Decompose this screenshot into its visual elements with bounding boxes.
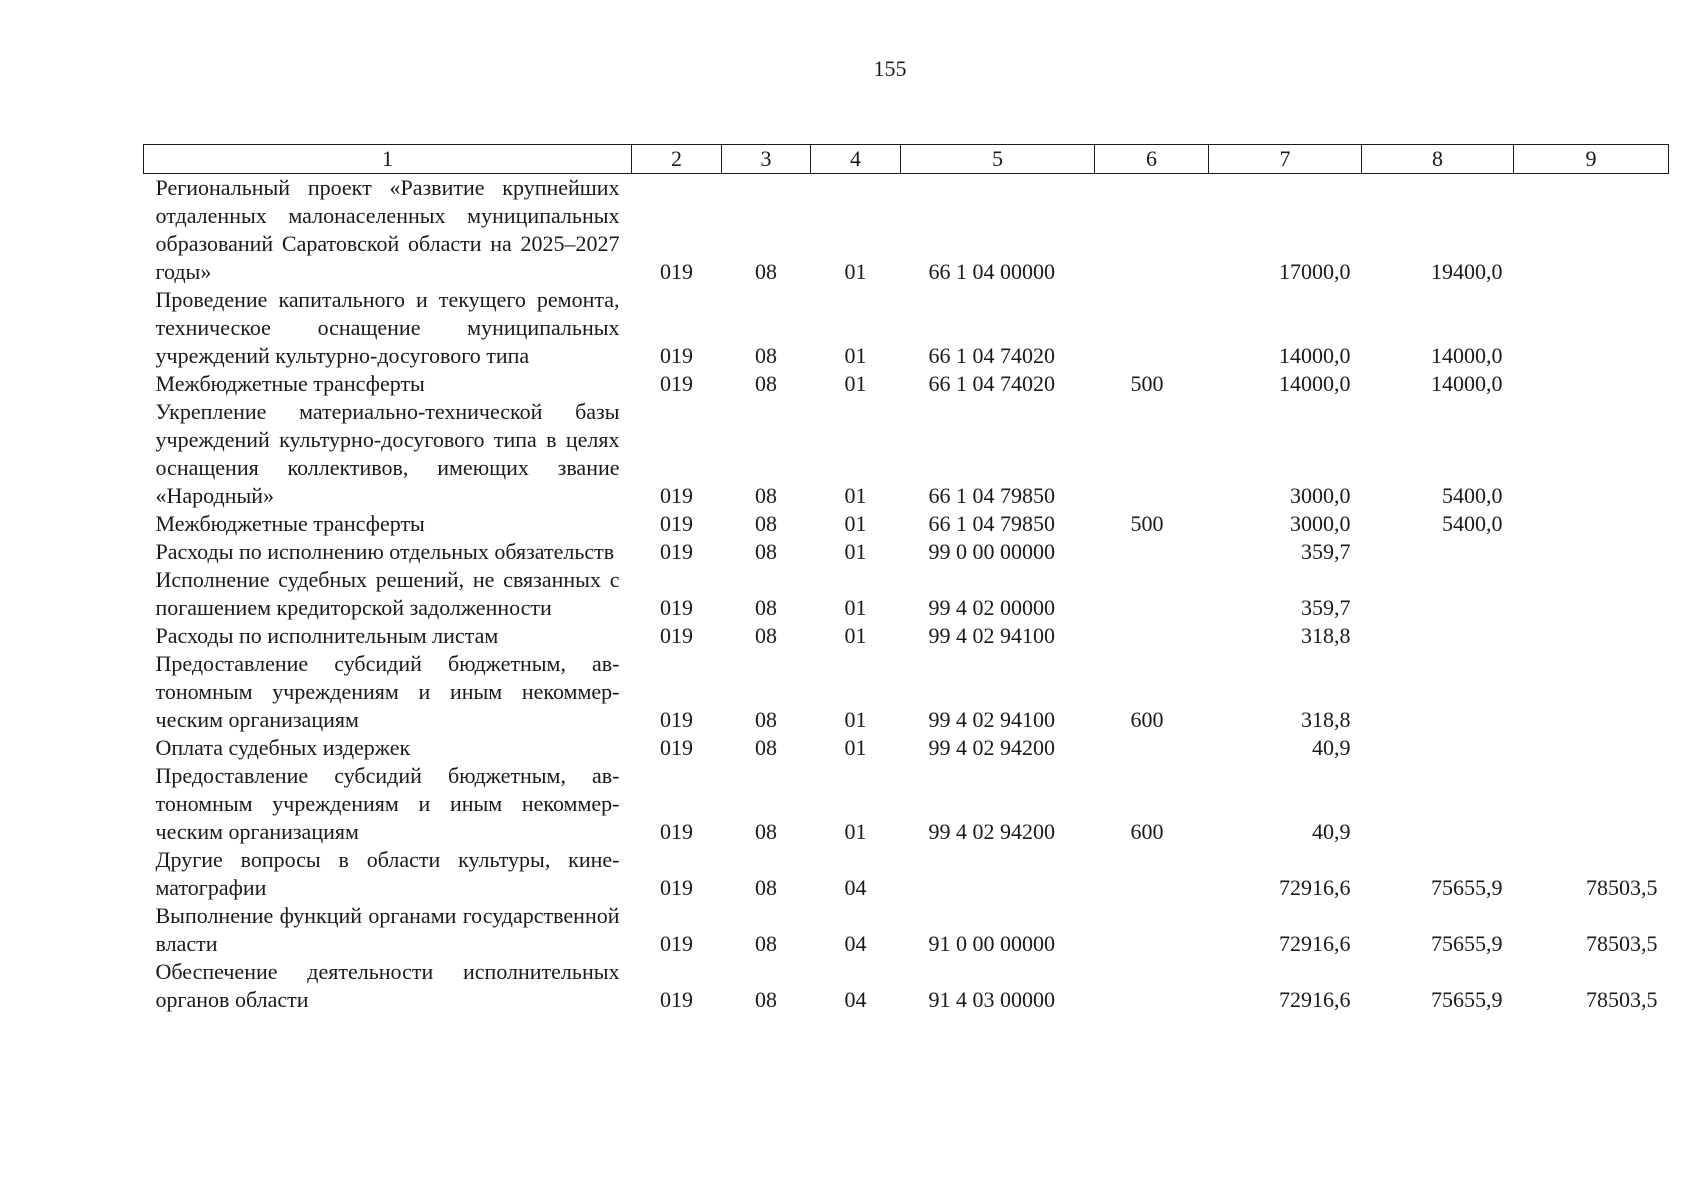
subsection-code: 01 xyxy=(844,483,867,508)
amount-col-7: 72916,6 xyxy=(1279,931,1351,956)
table-row xyxy=(144,566,1669,622)
table-row xyxy=(144,902,1669,958)
amount-col-9 xyxy=(1514,650,1669,734)
ministry-code: 019 xyxy=(660,707,693,732)
page-number: 155 xyxy=(873,56,907,81)
amount-col-8: 19400,0 xyxy=(1431,259,1503,284)
target-article-code: 66 1 04 74020 xyxy=(928,371,1055,396)
target-article-code: 91 4 03 00000 xyxy=(928,987,1055,1012)
table-row xyxy=(144,650,1669,734)
section-code: 08 xyxy=(755,623,777,648)
target-article-code: 66 1 04 74020 xyxy=(928,343,1055,368)
table-row xyxy=(144,958,1669,1014)
item-name: Предоставление субсидий бюджетным, автономным учреждениям и иным некоммерческим организациям xyxy=(155,763,620,844)
expense-type-code xyxy=(1095,958,1209,1014)
table-row xyxy=(144,762,1669,846)
ministry-code: 019 xyxy=(660,483,693,508)
ministry-code: 019 xyxy=(660,931,693,956)
subsection-code: 01 xyxy=(844,343,867,368)
amount-col-9: 78503,5 xyxy=(1586,987,1658,1012)
header-cell: 6 xyxy=(1095,145,1209,174)
amount-col-9: 78503,5 xyxy=(1586,875,1658,900)
amount-col-7: 14000,0 xyxy=(1279,343,1351,368)
subsection-code: 01 xyxy=(844,259,867,284)
expense-type-code xyxy=(1095,846,1209,902)
expense-type-code xyxy=(1095,566,1209,622)
ministry-code: 019 xyxy=(660,343,693,368)
header-cell: 9 xyxy=(1514,145,1669,174)
target-article-code: 99 4 02 94200 xyxy=(928,819,1055,844)
expense-type-code xyxy=(1095,538,1209,566)
item-name: Расходы по исполнению отдельных обязательств xyxy=(155,539,615,564)
section-code: 08 xyxy=(755,259,777,284)
amount-col-7: 72916,6 xyxy=(1279,987,1351,1012)
target-article-code: 66 1 04 79850 xyxy=(928,511,1055,536)
amount-col-8 xyxy=(1362,762,1514,846)
subsection-code: 01 xyxy=(844,707,867,732)
amount-col-9 xyxy=(1514,510,1669,538)
ministry-code: 019 xyxy=(660,875,693,900)
table-row xyxy=(144,286,1669,370)
section-code: 08 xyxy=(755,707,777,732)
ministry-code: 019 xyxy=(660,987,693,1012)
amount-col-9 xyxy=(1514,538,1669,566)
table-row xyxy=(144,846,1669,902)
table-row xyxy=(144,370,1669,398)
item-name: Предоставление субсидий бюджетным, автономным учреждениям и иным некоммерческим организациям xyxy=(155,651,620,732)
expense-type-code: 600 xyxy=(1130,819,1164,844)
target-article-code: 99 0 00 00000 xyxy=(928,539,1055,564)
amount-col-8: 14000,0 xyxy=(1431,371,1503,396)
amount-col-8: 75655,9 xyxy=(1431,875,1503,900)
item-name: Межбюджетные трансферты xyxy=(155,371,425,396)
section-code: 08 xyxy=(755,735,777,760)
expense-type-code xyxy=(1095,286,1209,370)
item-name: Региональный проект «Развитие крупнейших отдаленных малонаселенных муниципальных образований Саратовской области на 2025–2027 годы» xyxy=(155,175,620,284)
item-name: Межбюджетные трансферты xyxy=(155,511,425,536)
amount-col-8 xyxy=(1362,734,1514,762)
amount-col-8: 14000,0 xyxy=(1431,343,1503,368)
table-row xyxy=(144,398,1669,510)
amount-col-7: 17000,0 xyxy=(1279,259,1351,284)
budget-table xyxy=(143,144,1669,1014)
section-code: 08 xyxy=(755,819,777,844)
amount-col-8: 5400,0 xyxy=(1442,511,1503,536)
amount-col-7: 40,9 xyxy=(1312,819,1351,844)
amount-col-9 xyxy=(1514,566,1669,622)
ministry-code: 019 xyxy=(660,259,693,284)
expense-type-code xyxy=(1095,174,1209,287)
amount-col-7: 40,9 xyxy=(1312,735,1351,760)
item-name: Оплата судебных издержек xyxy=(155,735,411,760)
expense-type-code: 500 xyxy=(1130,371,1164,396)
header-cell: 2 xyxy=(632,145,722,174)
item-name: Проведение капитального и текущего ремонта, техническое оснащение муниципальных учреждений культурно-досугового типа xyxy=(155,287,620,368)
table-row xyxy=(144,622,1669,650)
ministry-code: 019 xyxy=(660,595,693,620)
item-name: Выполнение функций органами государственной власти xyxy=(155,903,620,956)
section-code: 08 xyxy=(755,371,777,396)
amount-col-9: 78503,5 xyxy=(1586,931,1658,956)
section-code: 08 xyxy=(755,931,777,956)
target-article-code: 66 1 04 79850 xyxy=(928,483,1055,508)
amount-col-7: 318,8 xyxy=(1301,623,1351,648)
target-article-code xyxy=(901,846,1095,902)
amount-col-8 xyxy=(1362,622,1514,650)
item-name: Обеспечение деятельности исполнительных органов области xyxy=(155,959,620,1012)
amount-col-7: 359,7 xyxy=(1301,595,1351,620)
amount-col-9 xyxy=(1514,370,1669,398)
expense-type-code xyxy=(1095,622,1209,650)
ministry-code: 019 xyxy=(660,539,693,564)
table-row xyxy=(144,538,1669,566)
section-code: 08 xyxy=(755,595,777,620)
ministry-code: 019 xyxy=(660,371,693,396)
section-code: 08 xyxy=(755,539,777,564)
ministry-code: 019 xyxy=(660,735,693,760)
amount-col-8 xyxy=(1362,538,1514,566)
ministry-code: 019 xyxy=(660,623,693,648)
expense-type-code: 600 xyxy=(1130,707,1164,732)
section-code: 08 xyxy=(755,987,777,1012)
subsection-code: 01 xyxy=(844,623,867,648)
expense-type-code xyxy=(1095,734,1209,762)
item-name: Другие вопросы в области культуры, кинематографии xyxy=(155,847,620,900)
section-code: 08 xyxy=(755,875,777,900)
item-name: Исполнение судебных решений, не связанных с погашением кредиторской задолженности xyxy=(155,567,620,620)
item-name: Расходы по исполнительным листам xyxy=(155,623,499,648)
section-code: 08 xyxy=(755,343,777,368)
amount-col-8: 5400,0 xyxy=(1442,483,1503,508)
subsection-code: 01 xyxy=(844,539,867,564)
subsection-code: 04 xyxy=(844,875,867,900)
amount-col-7: 3000,0 xyxy=(1290,511,1351,536)
subsection-code: 04 xyxy=(844,931,867,956)
amount-col-7: 72916,6 xyxy=(1279,875,1351,900)
amount-col-9 xyxy=(1514,622,1669,650)
target-article-code: 99 4 02 94100 xyxy=(928,623,1055,648)
expense-type-code: 500 xyxy=(1130,511,1164,536)
target-article-code: 66 1 04 00000 xyxy=(928,259,1055,284)
ministry-code: 019 xyxy=(660,511,693,536)
amount-col-9 xyxy=(1514,734,1669,762)
section-code: 08 xyxy=(755,483,777,508)
amount-col-9 xyxy=(1514,398,1669,510)
expense-type-code xyxy=(1095,398,1209,510)
header-row xyxy=(144,145,1669,174)
table-row xyxy=(144,734,1669,762)
section-code: 08 xyxy=(755,511,777,536)
header-cell: 1 xyxy=(144,145,632,174)
amount-col-9 xyxy=(1514,762,1669,846)
header-cell: 3 xyxy=(722,145,811,174)
table-body xyxy=(144,174,1669,1015)
ministry-code: 019 xyxy=(660,819,693,844)
amount-col-8 xyxy=(1362,650,1514,734)
amount-col-7: 359,7 xyxy=(1301,539,1351,564)
subsection-code: 01 xyxy=(844,735,867,760)
amount-col-8: 75655,9 xyxy=(1431,931,1503,956)
header-cell: 5 xyxy=(901,145,1095,174)
amount-col-8: 75655,9 xyxy=(1431,987,1503,1012)
amount-col-7: 14000,0 xyxy=(1279,371,1351,396)
table-row xyxy=(144,510,1669,538)
table-row xyxy=(144,174,1669,287)
target-article-code: 99 4 02 94200 xyxy=(928,735,1055,760)
header-cell: 4 xyxy=(811,145,901,174)
target-article-code: 99 4 02 00000 xyxy=(928,595,1055,620)
header-cell: 7 xyxy=(1209,145,1362,174)
target-article-code: 91 0 00 00000 xyxy=(928,931,1055,956)
amount-col-9 xyxy=(1514,174,1669,287)
subsection-code: 01 xyxy=(844,371,867,396)
subsection-code: 01 xyxy=(844,511,867,536)
amount-col-7: 318,8 xyxy=(1301,707,1351,732)
subsection-code: 01 xyxy=(844,595,867,620)
item-name: Укрепление материально-технической базы учреждений культурно-досугового типа в целях оснащения коллективов, имеющих звание «Народный» xyxy=(155,399,620,508)
amount-col-7: 3000,0 xyxy=(1290,483,1351,508)
table-header xyxy=(144,145,1669,174)
subsection-code: 04 xyxy=(844,987,867,1012)
amount-col-8 xyxy=(1362,566,1514,622)
expense-type-code xyxy=(1095,902,1209,958)
header-cell: 8 xyxy=(1362,145,1514,174)
subsection-code: 01 xyxy=(844,819,867,844)
amount-col-9 xyxy=(1514,286,1669,370)
target-article-code: 99 4 02 94100 xyxy=(928,707,1055,732)
